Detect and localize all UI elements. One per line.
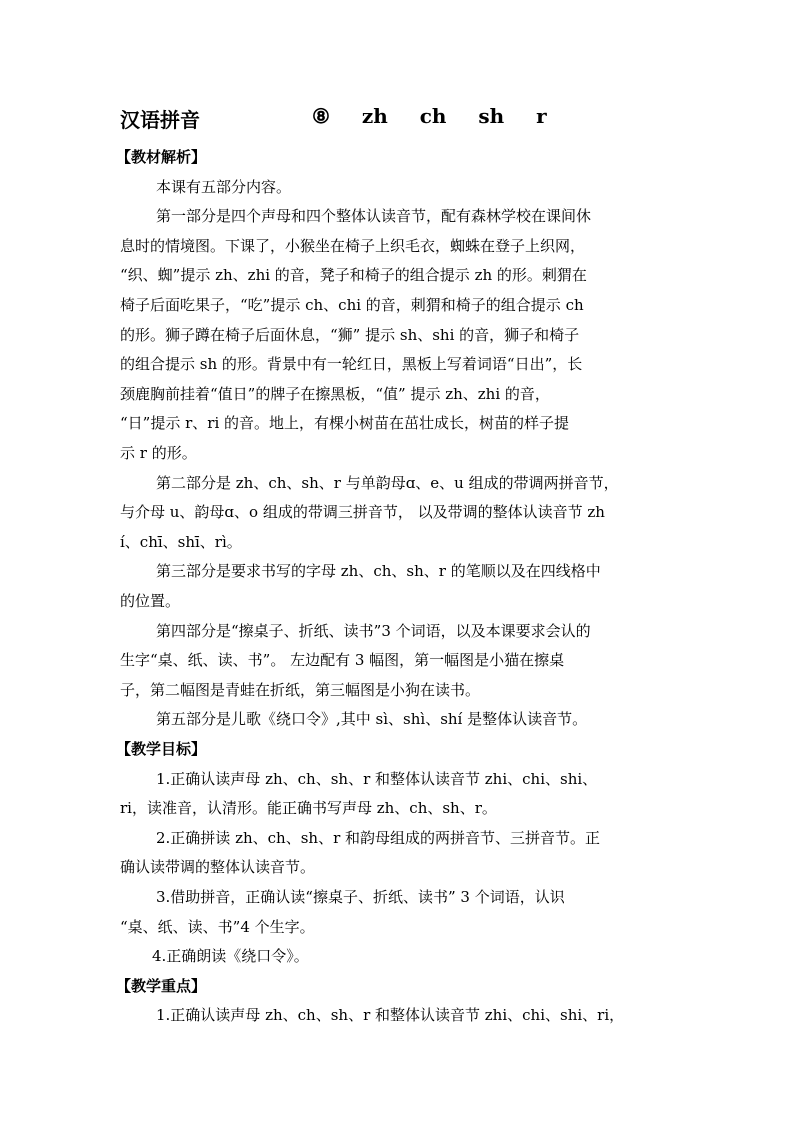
paragraph-first-line: 2.正确拼读 zh、ch、sh、r 和韵母组成的两拼音节、三拼音节。正: [156, 828, 601, 847]
title-letter-ch: ch: [419, 104, 447, 128]
paragraph-first-line: 第五部分是儿歌《绕口令》,其中 sì、shì、shí 是整体认读音节。: [156, 710, 588, 729]
title-subject: 汉语拼音: [120, 108, 200, 132]
title-lesson-letters: [312, 104, 547, 128]
paragraph-first-line: 3.借助拼音，正确认读“擦桌子、折纸、读书” 3 个词语，认识: [156, 888, 565, 906]
body-line: 的位置。: [120, 592, 181, 610]
paragraph-first-line: 第一部分是四个声母和四个整体认读音节，配有森林学校在课间休: [156, 207, 592, 226]
body-line: “日”提示 r、ri 的音。地上，有棵小树苗在茁壮成长，树苗的样子提: [120, 414, 570, 433]
body-line: 与介母 u、韵母ɑ、o 组成的带调三拼音节， 以及带调的整体认读音节 zh: [120, 503, 605, 522]
body-line: 生字“桌、纸、读、书”。 左边配有 3 幅图，第一幅图是小猫在擦桌: [120, 651, 565, 670]
paragraph-first-line: 本课有五部分内容。: [156, 177, 292, 196]
paragraph-first-line: 1.正确认读声母 zh、ch、sh、r 和整体认读音节 zhi、chi、shi、: [156, 769, 598, 788]
body-line: 示 r 的形。: [120, 444, 197, 462]
body-line: ri，读准音，认清形。能正确书写声母 zh、ch、sh、r。: [120, 799, 497, 818]
body-line: í、chī、shī、rì。: [120, 532, 242, 551]
body-line: 确认读带调的整体认读音节。: [120, 858, 316, 877]
paragraph-first-line: 第三部分是要求书写的字母 zh、ch、sh、r 的笔顺以及在四线格中: [156, 562, 601, 581]
title-number: ⑧: [312, 104, 330, 128]
body-line: 息时的情境图。下课了，小猴坐在椅子上织毛衣，蜘蛛在登子上织网，: [120, 236, 586, 255]
body-line: “桌、纸、读、书”4 个生字。: [120, 917, 315, 936]
section-heading: 【教材解析】: [116, 148, 207, 166]
lesson-title: [120, 104, 720, 134]
body-line: 颈鹿胸前挂着“值日”的牌子在擦黑板，“值” 提示 zh、zhi 的音，: [120, 384, 550, 403]
body-line: 的形。狮子蹲在椅子后面休息，“狮” 提示 sh、shi 的音，狮子和椅子: [120, 325, 580, 344]
paragraph-first-line: 第二部分是 zh、ch、sh、r 与单韵母ɑ、e、u 组成的带调两拼音节，: [156, 473, 619, 492]
body-line: “织、蜘”提示 zh、zhi 的音，凳子和椅子的组合提示 zh 的形。刺猬在: [120, 266, 587, 285]
paragraph-first-line: 4.正确朗读《绕口令》。: [152, 947, 309, 966]
body-line: 的组合提示 sh 的形。背景中有一轮红日，黑板上写着词语“日出”，长: [120, 355, 583, 374]
title-letter-zh: zh: [361, 104, 388, 128]
title-letter-sh: sh: [478, 104, 505, 128]
title-letter-r: r: [536, 104, 547, 128]
body-line: 椅子后面吃果子，“吃”提示 ch、chi 的音，刺猬和椅子的组合提示 ch: [120, 296, 584, 314]
body-line: 子，第二幅图是青蛙在折纸，第三幅图是小狗在读书。: [120, 680, 481, 699]
paragraph-first-line: 1.正确认读声母 zh、ch、sh、r 和整体认读音节 zhi、chi、shi、ri，: [156, 1006, 625, 1025]
section-heading: 【教学目标】: [116, 740, 207, 758]
paragraph-first-line: 第四部分是“擦桌子、折纸、读书”3 个词语，以及本课要求会认的: [156, 621, 591, 640]
section-heading: 【教学重点】: [116, 976, 207, 995]
